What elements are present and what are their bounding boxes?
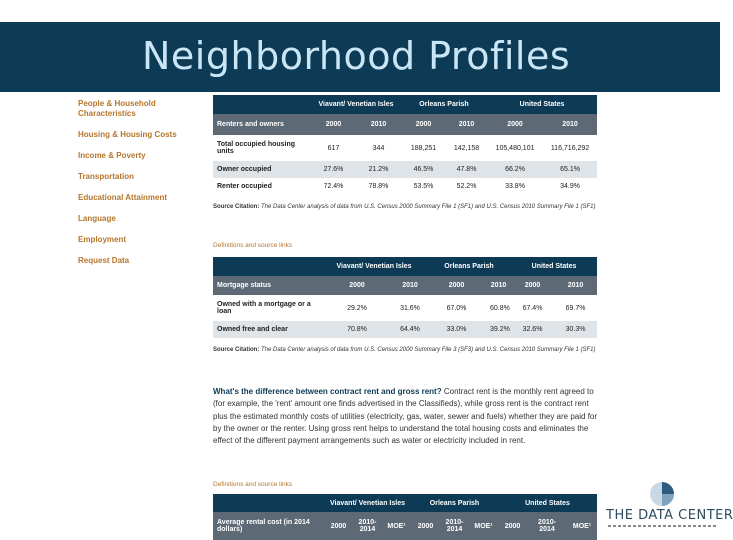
group-header-viavant: Viavant/ Venetian Isles (311, 95, 401, 114)
table-row (213, 161, 597, 178)
table-cell: 60.8% (490, 304, 510, 312)
table-cell: 34.9% (560, 183, 580, 190)
column-header-label: Renters and owners (213, 114, 311, 135)
column-header-year: 2010 (356, 114, 401, 135)
table-cell: 33.0% (427, 321, 486, 338)
table-cell: 31.6% (400, 304, 420, 312)
table-cell: 67.4% (522, 304, 543, 312)
sidebar-item-request-data[interactable]: Request Data (78, 256, 130, 265)
table-cell: 64.4% (393, 321, 427, 338)
table-cell: 52.2% (456, 183, 477, 190)
citation-label: Source Citation: (213, 347, 260, 353)
table-group-header (213, 257, 597, 276)
column-header-year: 2000 (321, 276, 393, 295)
mortgage-status-table (213, 257, 597, 338)
sidebar-item-employment[interactable]: Employment (78, 235, 127, 244)
table-row (213, 135, 597, 161)
group-header-us: United States (498, 494, 597, 512)
group-header-viavant: Viavant/ Venetian Isles (324, 494, 411, 512)
definitions-link[interactable]: Definitions and source links (213, 242, 293, 249)
table-cell: 67.0% (446, 304, 467, 312)
table-cell: 142,158 (453, 144, 480, 152)
row-label: Owner occupied (213, 161, 311, 178)
group-header-orleans: Orleans Parish (427, 257, 511, 276)
sidebar-item-language[interactable]: Language (78, 214, 116, 223)
group-header-us: United States (511, 257, 597, 276)
table-year-header (213, 512, 597, 540)
row-label: Owned free and clear (213, 321, 321, 338)
table-group-header (213, 494, 597, 512)
data-center-logo (602, 480, 733, 540)
definitions-link[interactable]: Definitions and source links (213, 481, 293, 488)
renters-owners-table (213, 95, 597, 195)
row-label: Total occupied housing units (217, 141, 296, 155)
row-label: Renter occupied (217, 183, 272, 190)
logo-text: THE DATA CENTER (606, 508, 733, 523)
table-row (213, 321, 597, 338)
column-header-year: 2010-2014 (353, 512, 382, 540)
table-cell: 617 (327, 144, 340, 152)
sidebar-nav (78, 99, 198, 266)
citation-label: Source Citation: (213, 204, 260, 210)
rent-question: What's the difference between contract rent and gross rent? (213, 387, 442, 396)
table-cell: 78.8% (368, 183, 389, 190)
citation-text: The Data Center analysis of data from U.S. Census 2000 Summary File 3 (SF3) and U.S. Census 2010 Summary File 1 (SF1) (261, 347, 596, 353)
table-cell: 72.4% (323, 183, 344, 190)
group-header-orleans: Orleans Parish (401, 95, 487, 114)
column-header-year: 2010 (486, 276, 511, 295)
rental-cost-table (213, 494, 597, 540)
table-year-header (213, 276, 597, 295)
column-header-year: 2000 (511, 276, 554, 295)
group-header-us: United States (487, 95, 597, 114)
source-citation (213, 346, 597, 354)
column-header-year: 2000 (324, 512, 353, 540)
logo-tagline (608, 525, 716, 527)
table-cell: 27.6% (311, 161, 356, 178)
pie-logo-icon (648, 480, 676, 508)
column-header-year: 2000 (498, 512, 527, 540)
citation-text: The Data Center analysis of data from U.S. Census 2000 Summary File 1 (SF1) and U.S. Census 2010 Summary File 1 (SF1) (261, 204, 596, 210)
rent-answer: Contract rent is the monthly rent agreed to (for example, the 'rent' amount one finds advertised in the Classifieds), while gross rent is the contract rent plus the estimated monthly costs of utilities (electricity, gas, water, sewer and fuels) whether they are paid for by the owner or the renter. Using gross rent helps to understand the total housing costs and eliminates the effect of the different payment arrangements such as water or electricity included in rent. (213, 387, 598, 446)
column-header-year: 2000 (427, 276, 486, 295)
column-header-year: 2010 (393, 276, 427, 295)
column-header-moe: MOE¹ (382, 512, 411, 540)
source-citation (213, 203, 597, 211)
table-cell: 105,480,101 (495, 144, 535, 152)
column-header-year: 2000 (401, 114, 446, 135)
table-cell: 69.7% (565, 304, 586, 312)
sidebar-item-educational-attainment[interactable]: Educational Attainment (78, 193, 168, 202)
column-header-moe: MOE¹ (469, 512, 498, 540)
column-header-year: 2010 (554, 276, 597, 295)
table-year-header (213, 114, 597, 135)
table-cell: 188,251 (410, 144, 437, 152)
table-cell: 39.2% (486, 321, 511, 338)
table-cell: 70.8% (321, 321, 393, 338)
column-header-year: 2010 (543, 114, 597, 135)
title-banner (0, 22, 720, 92)
sidebar-item-housing-costs[interactable]: Housing & Housing Costs (78, 130, 177, 139)
sidebar-item-income-poverty[interactable]: Income & Poverty (78, 151, 146, 160)
column-header-label: Mortgage status (213, 276, 321, 295)
column-header-year: 2000 (311, 114, 356, 135)
table-cell: 21.2% (356, 161, 401, 178)
table-cell: 344 (372, 144, 385, 152)
column-header-label: Average rental cost (in 2014 dollars) (213, 512, 324, 540)
table-cell: 30.3% (554, 321, 597, 338)
table-cell: 66.2% (487, 161, 543, 178)
slide-title: Neighborhood Profiles (142, 34, 571, 78)
table-cell: 53.5% (413, 183, 434, 190)
column-header-moe: MOE¹ (567, 512, 597, 540)
column-header-year: 2010 (446, 114, 487, 135)
group-header-orleans: Orleans Parish (411, 494, 498, 512)
column-header-year: 2000 (411, 512, 440, 540)
table-cell: 65.1% (543, 161, 597, 178)
table-cell: 32.6% (511, 321, 554, 338)
table-group-header (213, 95, 597, 114)
rent-explanation-paragraph (213, 386, 601, 447)
table-row (213, 295, 597, 321)
table-cell: 47.8% (446, 161, 487, 178)
table-cell: 116,716,292 (550, 144, 590, 152)
group-header-viavant: Viavant/ Venetian Isles (321, 257, 427, 276)
sidebar-item-people-household[interactable]: People & Household Characteristics (78, 99, 156, 118)
table-row (213, 178, 597, 195)
table-cell: 33.8% (505, 183, 525, 190)
row-label: Owned with a mortgage or a loan (217, 301, 311, 315)
sidebar-item-transportation[interactable]: Transportation (78, 172, 135, 181)
column-header-year: 2010-2014 (440, 512, 469, 540)
table-cell: 46.5% (401, 161, 446, 178)
table-cell: 29.2% (347, 304, 367, 312)
column-header-year: 2010-2014 (527, 512, 567, 540)
column-header-year: 2000 (487, 114, 543, 135)
